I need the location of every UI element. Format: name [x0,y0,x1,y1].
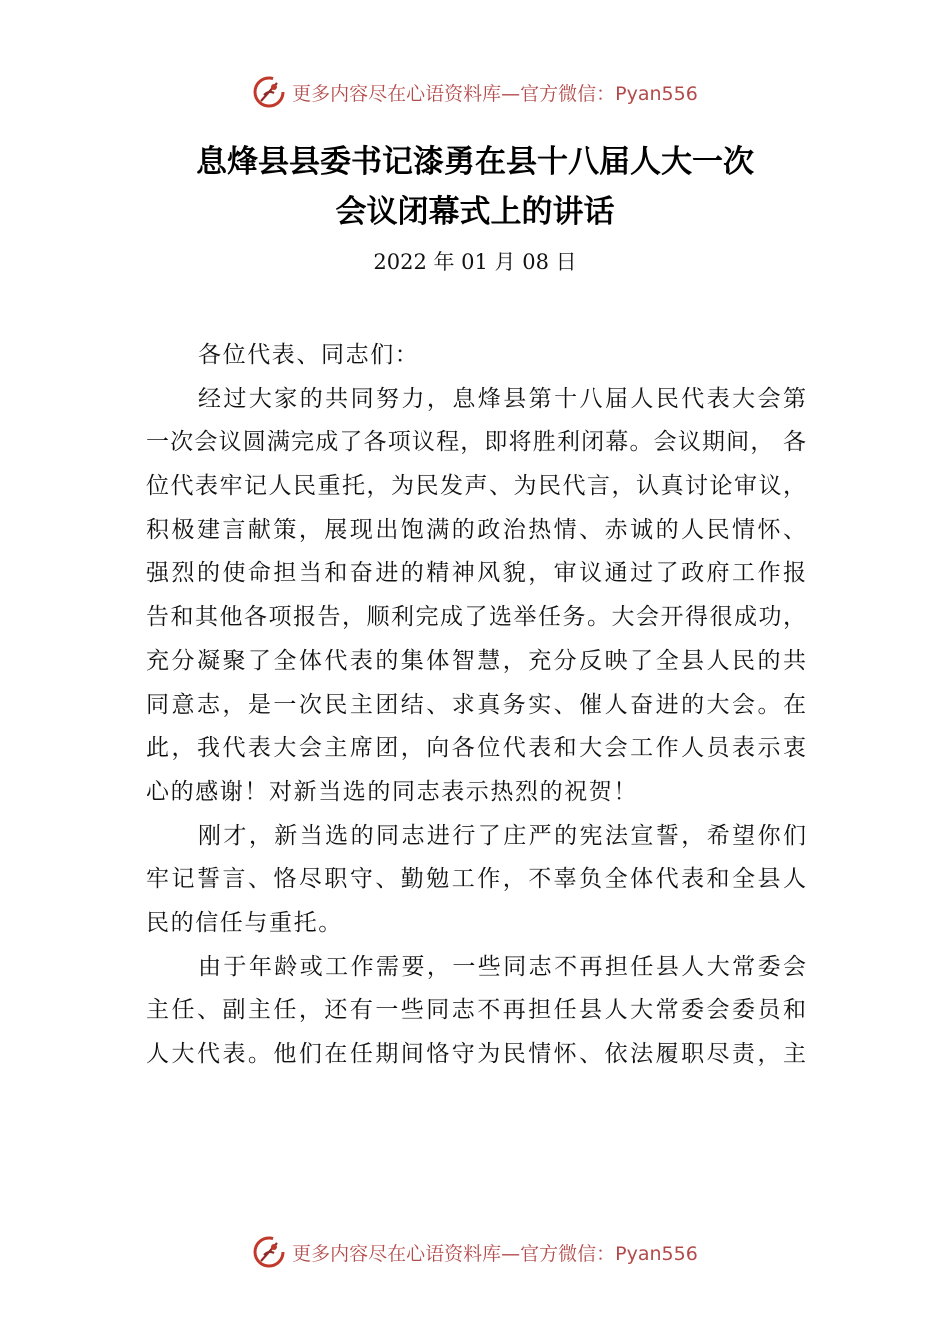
watermark-text: 更多内容尽在心语资料库—官方微信：Pyan556 [292,1242,698,1265]
document-body [146,334,806,1077]
body-line: 积极建言献策，展现出饱满的政治热情、赤诚的人民情怀、 [146,516,806,543]
body-line: 同意志，是一次民主团结、求真务实、催人奋进的大会。在 [146,691,806,718]
body-line: 由于年龄或工作需要，一些同志不再担任县人大常委会 [198,953,806,980]
body-line: 民的信任与重托。 [146,909,343,936]
document-title-line-2: 会议闭幕式上的讲话 [335,194,615,230]
footer-watermark [0,1232,950,1272]
brush-logo-icon [252,75,286,109]
salutation: 各位代表、同志们： [198,342,420,368]
header-watermark [0,72,950,112]
body-line: 强烈的使命担当和奋进的精神风貌，审议通过了政府工作报 [146,560,806,587]
body-line: 心的感谢！对新当选的同志表示热烈的祝贺！ [146,778,638,805]
body-line: 位代表牢记人民重托，为民发声、为民代言，认真讨论审议， [146,473,806,500]
body-line: 此，我代表大会主席团，向各位代表和大会工作人员表示衷 [146,735,806,762]
watermark-text: 更多内容尽在心语资料库—官方微信：Pyan556 [292,82,698,105]
document-date: 2022 年 01 月 08 日 [373,250,577,274]
body-line: 告和其他各项报告，顺利完成了选举任务。大会开得很成功， [146,604,806,631]
body-line: 一次会议圆满完成了各项议程，即将胜利闭幕。会议期间， 各 [146,429,806,456]
body-line: 充分凝聚了全体代表的集体智慧，充分反映了全县人民的共 [146,647,806,674]
body-line: 刚才，新当选的同志进行了庄严的宪法宣誓，希望你们 [198,822,806,849]
body-line: 主任、副主任，还有一些同志不再担任县人大常委会委员和 [146,997,806,1024]
body-line: 经过大家的共同努力，息烽县第十八届人民代表大会第 [198,385,806,412]
body-line: 牢记誓言、恪尽职守、勤勉工作，不辜负全体代表和全县人 [146,866,806,893]
document-title-line-1: 息烽县县委书记漆勇在县十八届人大一次 [196,144,754,180]
brush-logo-icon [252,1235,286,1269]
body-line: 人大代表。他们在任期间恪守为民情怀、依法履职尽责，主 [146,1041,806,1067]
